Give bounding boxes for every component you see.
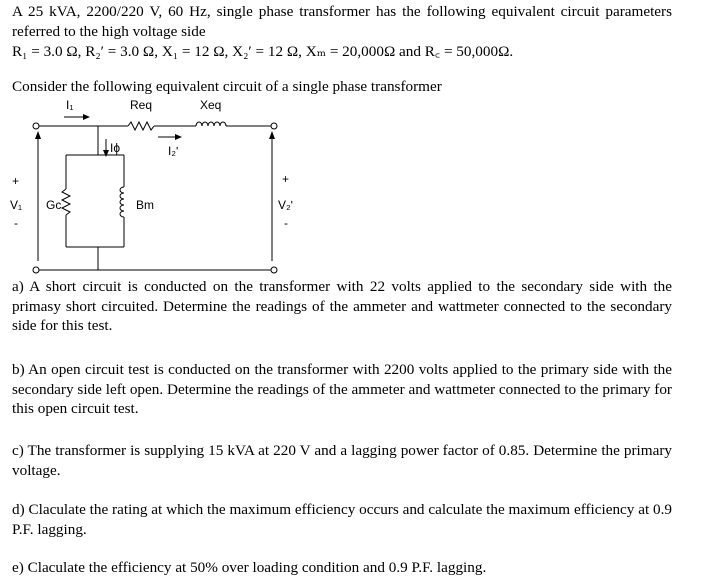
terminal-bottom-left	[33, 267, 39, 273]
param-and: and	[399, 43, 425, 60]
param-xm: Xₘ = 20,000Ω	[305, 43, 400, 60]
i2-arrow-head	[175, 134, 182, 140]
label-req: Req	[130, 98, 153, 112]
question-b: b) An open circuit test is conducted on the transformer with 2200 volts applied to the primary side with the secondary side left open. Determine the readings of the ammeter and wattmeter connected to the primary for this open circuit test.	[12, 361, 672, 417]
label-gc: Gc	[46, 198, 62, 212]
terminal-top-right	[271, 123, 277, 129]
question-a: a) A short circuit is conducted on the transformer with 22 volts applied to the secondary side with the primasy short circuited. Determine the readings of the ammeter and wattmeter connected to the secondary side for this test.	[12, 278, 672, 334]
label-v1: V₁	[10, 198, 23, 212]
param-x2: X₂ʹ = 12 Ω,	[232, 43, 306, 60]
v1-arrow-head	[35, 131, 41, 139]
param-r1: R₁ = 3.0 Ω,	[12, 43, 86, 60]
terminal-bottom-right	[271, 267, 277, 273]
label-v2: V₂ʹ	[278, 198, 293, 212]
equivalent-circuit-diagram	[0, 95, 300, 275]
label-plus-left: +	[12, 174, 20, 188]
gc-resistor	[62, 189, 70, 215]
i1-arrow-head	[83, 114, 90, 120]
label-i2: I₂ʹ	[168, 144, 179, 158]
label-bm: Bm	[136, 198, 154, 212]
question-c: c) The transformer is supplying 15 kVA at 220 V and a lagging power factor of 0.85. Determine the primary voltage.	[12, 442, 672, 479]
param-rc: R꜀ = 50,000Ω.	[424, 43, 514, 60]
req-resistor	[128, 122, 154, 130]
bm-inductor	[120, 187, 124, 217]
terminal-top-left	[33, 123, 39, 129]
circuit-intro: Consider the following equivalent circuit of a single phase transformer	[12, 78, 442, 95]
label-xeq: Xeq	[200, 98, 222, 112]
xeq-inductor	[196, 122, 226, 126]
parameter-list	[12, 42, 513, 61]
label-minus-left: -	[14, 216, 18, 230]
label-iphi: Iϕ	[110, 141, 121, 155]
question-d: d) Claculate the rating at which the maximum efficiency occurs and calculate the maximum efficiency at 0.9 P.F. lagging.	[12, 501, 672, 538]
param-x1: X₁ = 12 Ω,	[161, 43, 233, 60]
iphi-arrow-head	[103, 150, 109, 157]
question-e: e) Claculate the efficiency at 50% over loading condition and 0.9 P.F. lagging.	[12, 559, 487, 576]
label-plus-right: +	[282, 172, 290, 186]
param-r2: R₂ʹ = 3.0 Ω,	[85, 43, 162, 60]
label-i1: I₁	[66, 98, 74, 112]
v2-arrow-head	[269, 131, 275, 139]
label-minus-right: -	[284, 216, 288, 230]
problem-intro: A 25 kVA, 2200/220 V, 60 Hz, single phase transformer has the following equivalent circuit parameters referred to the high voltage side	[12, 3, 672, 40]
